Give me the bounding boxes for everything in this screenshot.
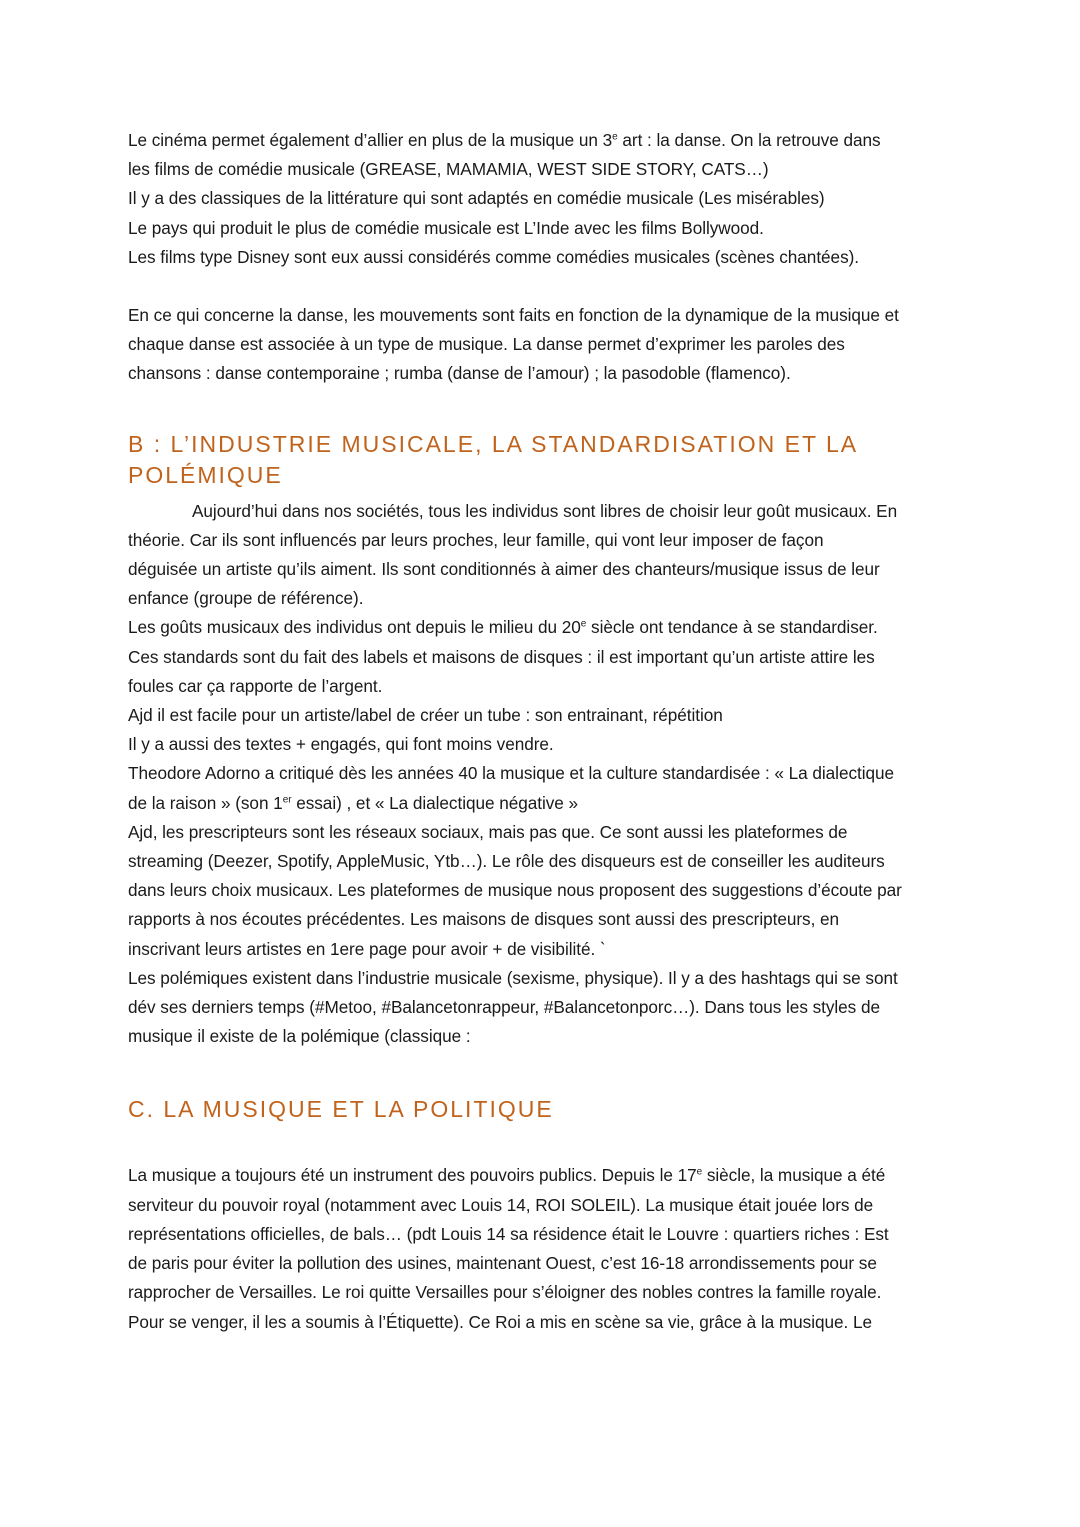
text-line: de la raison » (son 1er essai) , et « La dialectique négative » [128,792,579,813]
section-b-body [128,497,958,1052]
text-line: serviteur du pouvoir royal (notamment avec Louis 14, ROI SOLEIL). La musique était jouée lors de [128,1194,874,1215]
text-line: représentations officielles, de bals… (pdt Louis 14 sa résidence était le Louvre : quartiers riches : Est [128,1223,889,1244]
section-b-heading [128,429,958,491]
text-line: La musique a toujours été un instrument des pouvoirs publics. Depuis le 17e siècle, la musique a été [128,1165,886,1186]
heading-line: B : L’INDUSTRIE MUSICALE, LA STANDARDISATION ET LA [128,430,859,457]
text-line: Il y a aussi des textes + engagés, qui font moins vendre. [128,734,554,755]
text-line: musique il existe de la polémique (classique : [128,1026,471,1047]
text-line: dév ses derniers temps (#Metoo, #Balancetonrappeur, #Balancetonporc…). Dans tous les styles de [128,997,880,1018]
text-line: enfance (groupe de référence). [128,588,364,609]
text-line: déguisée un artiste qu’ils aiment. Ils sont conditionnés à aimer des chanteurs/musique issus de leur [128,559,880,580]
intro-paragraph-cinema [128,126,958,272]
text-line: Il y a des classiques de la littérature qui sont adaptés en comédie musicale (Les misérables) [128,188,825,209]
text-line: rapprocher de Versailles. Le roi quitte Versailles pour s’éloigner des nobles contres la famille royale. [128,1282,882,1303]
text-line: chansons : danse contemporaine ; rumba (danse de l’amour) ; la pasodoble (flamenco). [128,363,791,384]
section-c-heading: C. LA MUSIQUE ET LA POLITIQUE [128,1096,554,1123]
text-line: Aujourd’hui dans nos sociétés, tous les individus sont libres de choisir leur goût musicaux. En [192,500,898,521]
text-line: En ce qui concerne la danse, les mouvements sont faits en fonction de la dynamique de la musique et [128,305,899,326]
document-page [128,126,958,1337]
text-line: dans leurs choix musicaux. Les plateformes de musique nous proposent des suggestions d’écoute par [128,880,902,901]
section-c-body [128,1161,958,1336]
text-line: Ajd, les prescripteurs sont les réseaux sociaux, mais pas que. Ce sont aussi les plateformes de [128,821,848,842]
text-line: streaming (Deezer, Spotify, AppleMusic, Ytb…). Le rôle des disqueurs est de conseiller les auditeurs [128,851,885,872]
text-line: Le cinéma permet également d’allier en plus de la musique un 3e art : la danse. On la retrouve dans [128,130,881,150]
text-line: Theodore Adorno a critiqué dès les années 40 la musique et la culture standardisée : « La dialectique [128,763,895,784]
text-line: les films de comédie musicale (GREASE, MAMAMIA, WEST SIDE STORY, CATS…) [128,159,769,180]
text-line: Ajd il est facile pour un artiste/label de créer un tube : son entrainant, répétition [128,705,723,726]
text-line: Pour se venger, il les a soumis à l’Étiquette). Ce Roi a mis en scène sa vie, grâce à la musique. Le [128,1311,872,1332]
text-line: Le pays qui produit le plus de comédie musicale est L’Inde avec les films Bollywood. [128,217,764,238]
heading-line: POLÉMIQUE [128,461,283,488]
text-line: rapports à nos écoutes précédentes. Les maisons de disques sont aussi des prescripteurs, en [128,909,840,930]
text-line: chaque danse est associée à un type de musique. La danse permet d’exprimer les paroles des [128,334,845,355]
text-line: inscrivant leurs artistes en 1ere page pour avoir + de visibilité. ` [128,938,606,959]
text-line: Ces standards sont du fait des labels et maisons de disques : il est important qu’un artiste attire les [128,646,875,667]
text-line: Les goûts musicaux des individus ont depuis le milieu du 20e siècle ont tendance à se standardiser. [128,617,878,638]
text-line: Les films type Disney sont eux aussi considérés comme comédies musicales (scènes chantées). [128,246,860,267]
text-line: de paris pour éviter la pollution des usines, maintenant Ouest, c’est 16-18 arrondissements pour se [128,1253,877,1274]
text-line: foules car ça rapporte de l’argent. [128,675,383,696]
text-line: Les polémiques existent dans l’industrie musicale (sexisme, physique). Il y a des hashtags qui se sont [128,967,898,988]
text-line: théorie. Car ils sont influencés par leurs proches, leur famille, qui vont leur imposer de façon [128,529,824,550]
intro-paragraph-danse [128,301,958,389]
